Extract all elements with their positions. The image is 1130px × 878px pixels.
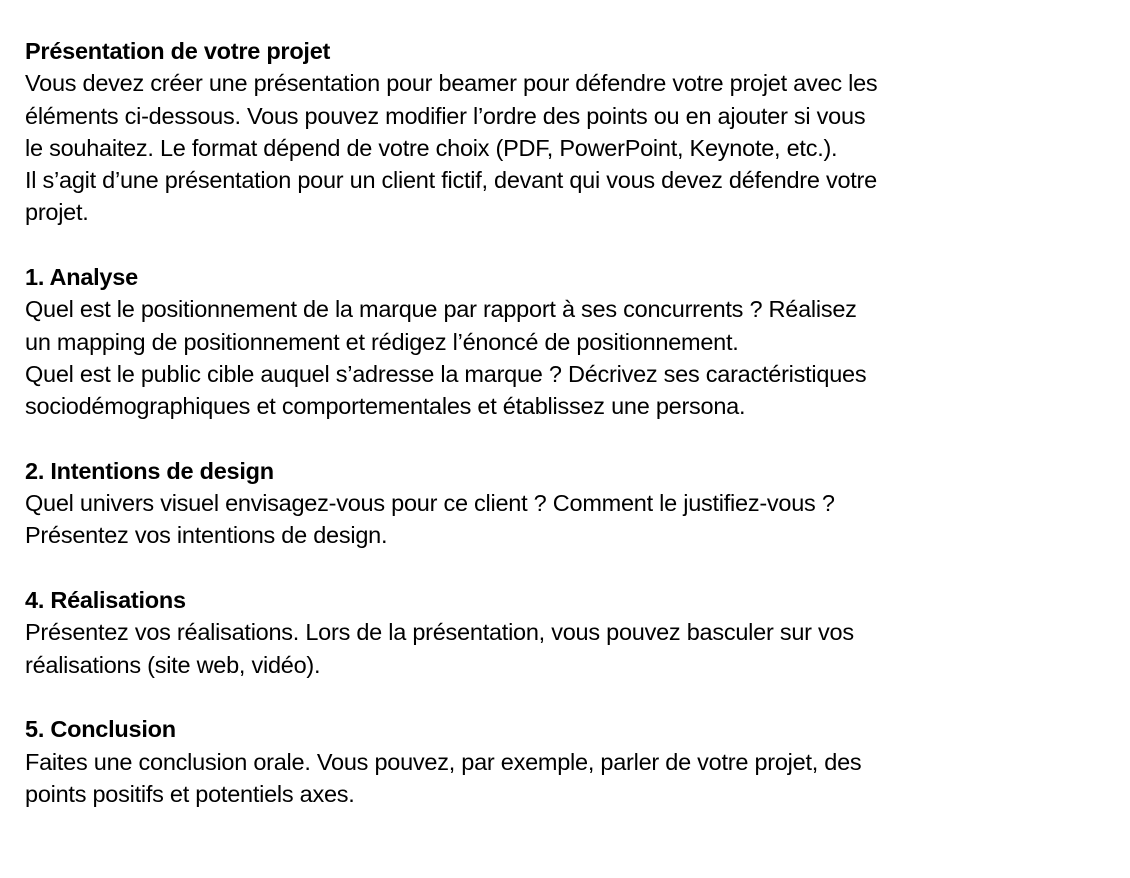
- intro-line: le souhaitez. Le format dépend de votre choix (PDF, PowerPoint, Keynote, etc.).: [25, 134, 838, 161]
- section-line: Quel univers visuel envisagez-vous pour ce client ? Comment le justifiez-vous ?: [25, 490, 835, 517]
- intro-line: projet.: [25, 199, 89, 226]
- section-line: Quel est le public cible auquel s’adresse la marque ? Décrivez ses caractéristiques: [25, 360, 867, 387]
- section-heading: 2. Intentions de design: [25, 457, 274, 484]
- section-heading: 1. Analyse: [25, 264, 138, 291]
- section-heading: 5. Conclusion: [25, 716, 176, 743]
- section-intentions-design: [25, 455, 1115, 552]
- section-line: points positifs et potentiels axes.: [25, 780, 355, 807]
- section-analyse: [25, 261, 1115, 422]
- section-line: Présentez vos intentions de design.: [25, 522, 388, 549]
- document-title: Présentation de votre projet: [25, 38, 331, 64]
- spacer: [25, 552, 1115, 584]
- section-line: Faites une conclusion orale. Vous pouvez, par exemple, parler de votre projet, des: [25, 748, 862, 775]
- section-realisations: [25, 584, 1115, 681]
- section-conclusion: [25, 713, 1115, 810]
- section-line: Quel est le positionnement de la marque par rapport à ses concurrents ? Réalisez: [25, 296, 857, 323]
- intro-line: Il s’agit d’une présentation pour un client fictif, devant qui vous devez défendre votre: [25, 167, 877, 194]
- section-line: réalisations (site web, vidéo).: [25, 651, 321, 678]
- intro-paragraph: [25, 67, 1115, 228]
- section-line: un mapping de positionnement et rédigez l’énoncé de positionnement.: [25, 328, 739, 355]
- spacer: [25, 681, 1115, 713]
- intro-line: éléments ci-dessous. Vous pouvez modifier l’ordre des points ou en ajouter si vous: [25, 102, 866, 129]
- spacer: [25, 229, 1115, 261]
- document: [25, 35, 1115, 810]
- intro-line: Vous devez créer une présentation pour beamer pour défendre votre projet avec les: [25, 70, 878, 97]
- section-line: Présentez vos réalisations. Lors de la présentation, vous pouvez basculer sur vos: [25, 619, 854, 646]
- section-line: sociodémographiques et comportementales et établissez une persona.: [25, 393, 746, 420]
- spacer: [25, 423, 1115, 455]
- section-heading: 4. Réalisations: [25, 587, 186, 614]
